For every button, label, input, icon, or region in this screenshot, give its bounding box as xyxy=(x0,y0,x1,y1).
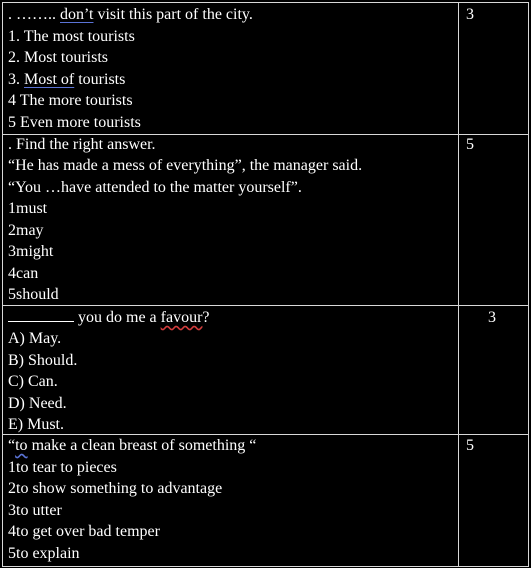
question-suffix: visit this part of the city. xyxy=(93,6,253,23)
table-border-bottom xyxy=(2,566,529,567)
question-text: “You …have attended to the matter yourself”. xyxy=(8,179,302,196)
question-suffix: make a clean breast of something “ xyxy=(27,437,257,454)
question-prefix: “ xyxy=(8,437,16,454)
question-text xyxy=(8,435,256,456)
answer-option: 5 Even more tourists xyxy=(8,114,141,131)
question-word: don’t xyxy=(60,6,94,23)
option-suffix: tourists xyxy=(74,71,126,88)
answer-option: C) Can. xyxy=(8,373,58,390)
option-prefix: 3. xyxy=(8,71,24,88)
answer-option: 4 The more tourists xyxy=(8,92,133,109)
question-mid: you do me a xyxy=(74,309,161,326)
answer-blank xyxy=(8,307,74,322)
question-text: “He has made a mess of everything”, the manager said. xyxy=(8,157,363,174)
answer-option: 4can xyxy=(8,265,39,282)
question-suffix: ? xyxy=(202,309,210,326)
points-value: 3 xyxy=(466,6,474,23)
answer-option xyxy=(8,69,125,90)
answer-option: 1. The most tourists xyxy=(8,28,135,45)
answer-option: E) Must. xyxy=(8,416,64,433)
option-word: Most of xyxy=(24,71,75,88)
question-prefix: . …….. xyxy=(8,6,60,23)
question-row xyxy=(0,134,531,305)
question-instruction: . Find the right answer. xyxy=(8,136,156,153)
answer-option: A) May. xyxy=(8,330,62,347)
answer-option: 2to show something to advantage xyxy=(8,480,223,497)
question-text xyxy=(8,4,253,25)
answer-option: 1must xyxy=(8,200,48,217)
question-word: favour xyxy=(160,309,203,326)
answer-option: 3might xyxy=(8,243,54,260)
question-row xyxy=(0,0,531,134)
question-row xyxy=(0,434,531,566)
points-value: 3 xyxy=(488,309,496,326)
answer-option: 3to utter xyxy=(8,502,62,519)
points-value: 5 xyxy=(466,437,474,454)
question-row xyxy=(0,305,531,434)
answer-option: D) Need. xyxy=(8,395,67,412)
question-word: to xyxy=(15,437,28,454)
answer-option: 2may xyxy=(8,222,44,239)
question-text xyxy=(8,307,210,328)
answer-option: 5should xyxy=(8,286,59,303)
answer-option: B) Should. xyxy=(8,352,78,369)
answer-option: 1to tear to pieces xyxy=(8,459,117,476)
answer-option: 5to explain xyxy=(8,545,80,562)
points-value: 5 xyxy=(466,136,474,153)
answer-option: 2. Most tourists xyxy=(8,49,109,66)
answer-option: 4to get over bad temper xyxy=(8,523,160,540)
